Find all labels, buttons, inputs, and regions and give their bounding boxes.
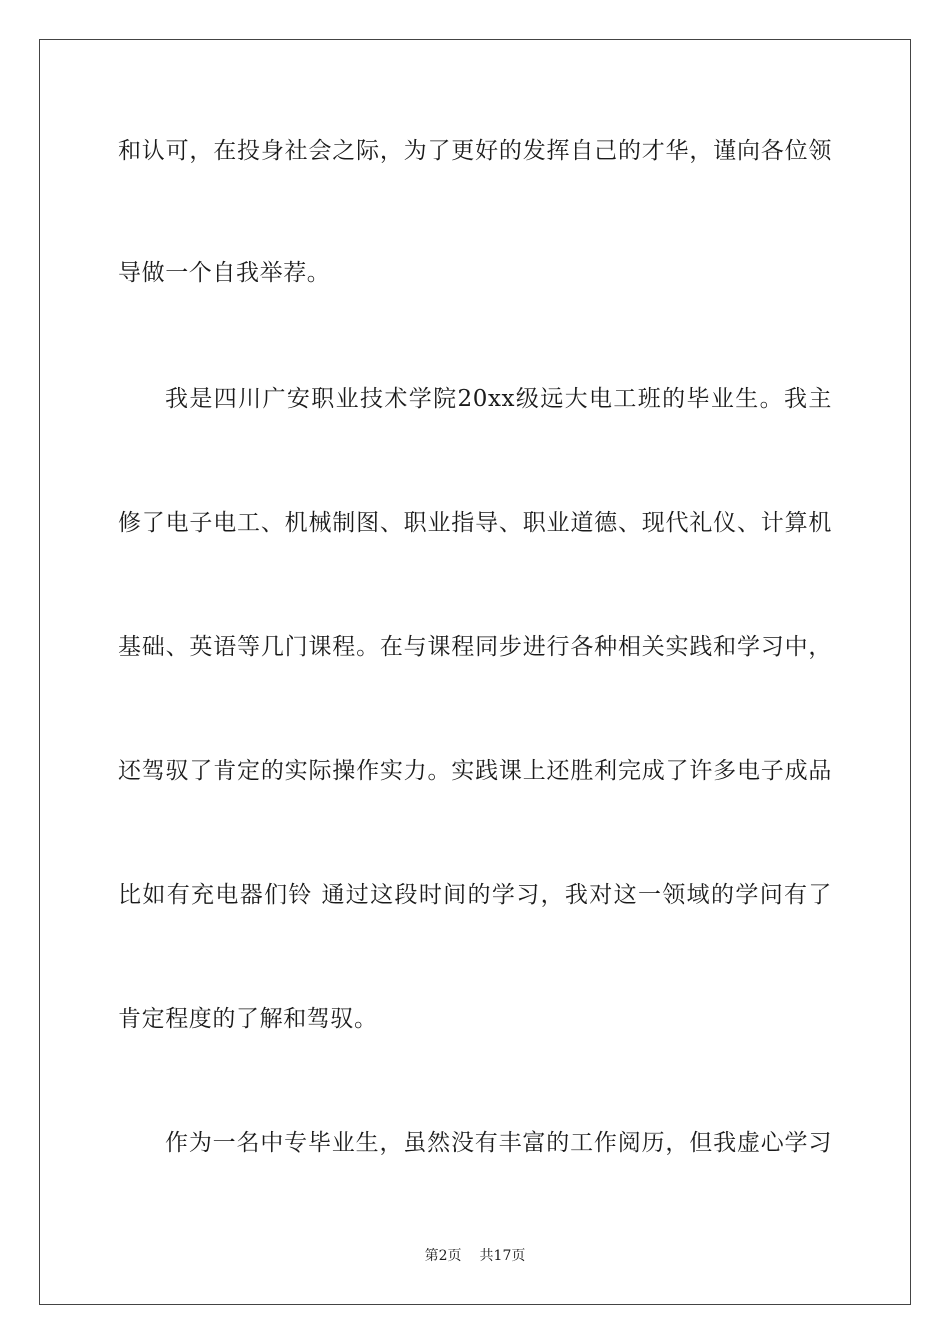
body-text-line-2: 导做一个自我举荐。 (118, 260, 331, 286)
body-text-line-1: 和认可，在投身社会之际，为了更好的发挥自己的才华，谨向各位领 (118, 138, 832, 164)
body-text-line-9: 作为一名中专毕业生，虽然没有丰富的工作阅历，但我虚心学习 (165, 1130, 832, 1156)
body-text-line-4: 修了电子电工、机械制图、职业指导、职业道德、现代礼仪、计算机 (118, 510, 832, 536)
page-total: 共17页 (479, 1248, 526, 1264)
page-footer (0, 1247, 950, 1265)
body-text-line-7: 比如有充电器们铃 通过这段时间的学习，我对这一领域的学问有了 (118, 882, 832, 908)
body-text-line-5: 基础、英语等几门课程。在与课程同步进行各种相关实践和学习中， (118, 634, 832, 660)
page-number: 第2页 (424, 1248, 462, 1264)
body-text-line-3: 我是四川广安职业技术学院20xx级远大电工班的毕业生。我主 (165, 386, 832, 412)
body-text-line-8: 肯定程度的了解和驾驭。 (118, 1006, 378, 1032)
page-border (39, 39, 911, 1305)
body-text-line-6: 还驾驭了肯定的实际操作实力。实践课上还胜利完成了许多电子成品 (118, 758, 832, 784)
